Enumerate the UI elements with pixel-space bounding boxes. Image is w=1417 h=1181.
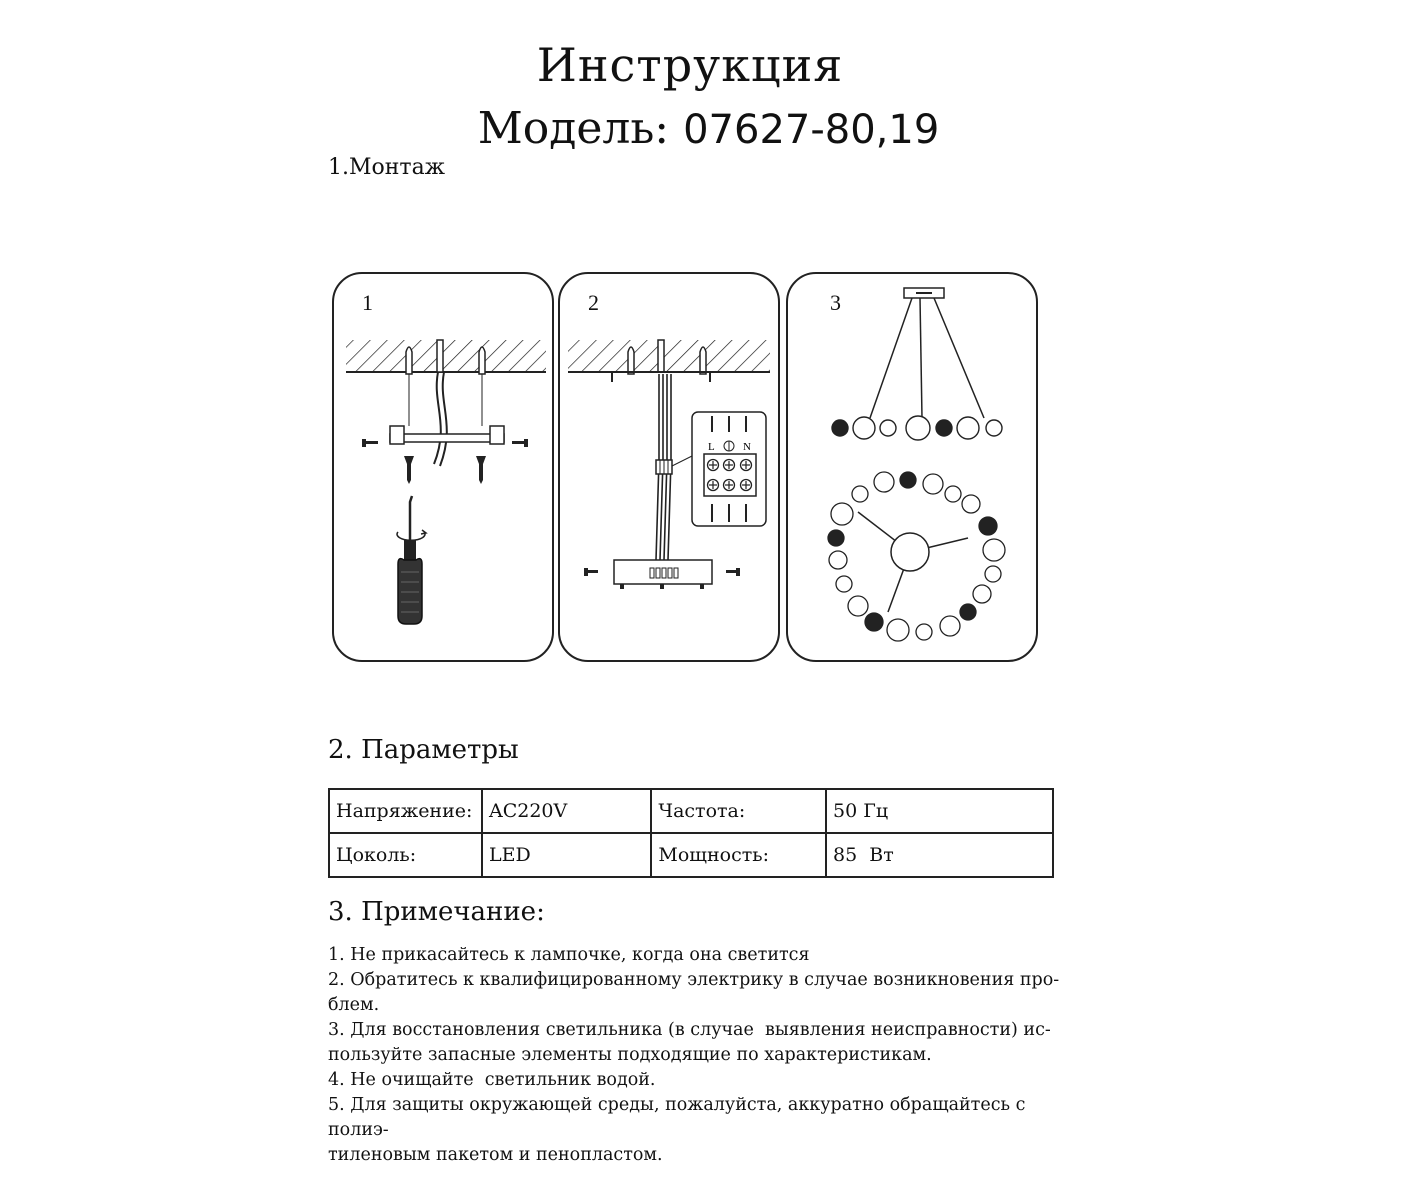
notes-list	[328, 943, 1088, 1168]
step-3-illustration	[788, 274, 1040, 664]
voltage-value: AC220V	[482, 789, 651, 833]
base-label: Цоколь:	[329, 833, 482, 877]
table-row	[329, 833, 1053, 877]
section-mount-heading: 1.Монтаж	[328, 155, 445, 180]
terminal-neutral-label: N	[743, 441, 751, 453]
step-1-illustration	[334, 274, 556, 664]
step-3-panel	[786, 272, 1038, 662]
step-2-illustration	[560, 274, 782, 664]
power-label: Мощность:	[651, 833, 826, 877]
frequency-value: 50 Гц	[826, 789, 1053, 833]
section-params-heading: 2. Параметры	[328, 735, 519, 765]
frequency-label: Частота:	[651, 789, 826, 833]
list-item: 5. Для защиты окружающей среды, пожалуйста, аккуратно обращайтесь с полиэ- тиленовым пакетом и пенопластом.	[328, 1095, 1026, 1165]
terminal-live-label: L	[708, 441, 715, 453]
base-value: LED	[482, 833, 651, 877]
step-2-number: 2	[588, 290, 599, 315]
step-2-panel	[558, 272, 780, 662]
step-3-number: 3	[830, 290, 841, 315]
page-title: Инструкция	[536, 38, 844, 92]
step-1-number: 1	[362, 290, 373, 315]
voltage-label: Напряжение:	[329, 789, 482, 833]
model-number: 07627-80,19	[683, 107, 940, 153]
list-item: 4. Не очищайте светильник водой.	[328, 1070, 656, 1090]
table-row	[329, 789, 1053, 833]
list-item: 2. Обратитесь к квалифицированному электрику в случае возникновения про- блем.	[328, 970, 1060, 1015]
power-value: 85 Вт	[826, 833, 1053, 877]
list-item: 3. Для восстановления светильника (в случае выявления неисправности) ис- пользуйте запасные элементы подходящие по характеристикам.	[328, 1020, 1051, 1065]
list-item: 1. Не прикасайтесь к лампочке, когда она светится	[328, 945, 810, 965]
step-1-panel	[332, 272, 554, 662]
model-label: Модель:	[477, 103, 670, 154]
section-notes-heading: 3. Примечание:	[328, 897, 545, 927]
model-line	[0, 103, 1417, 154]
parameters-table	[328, 788, 1054, 878]
